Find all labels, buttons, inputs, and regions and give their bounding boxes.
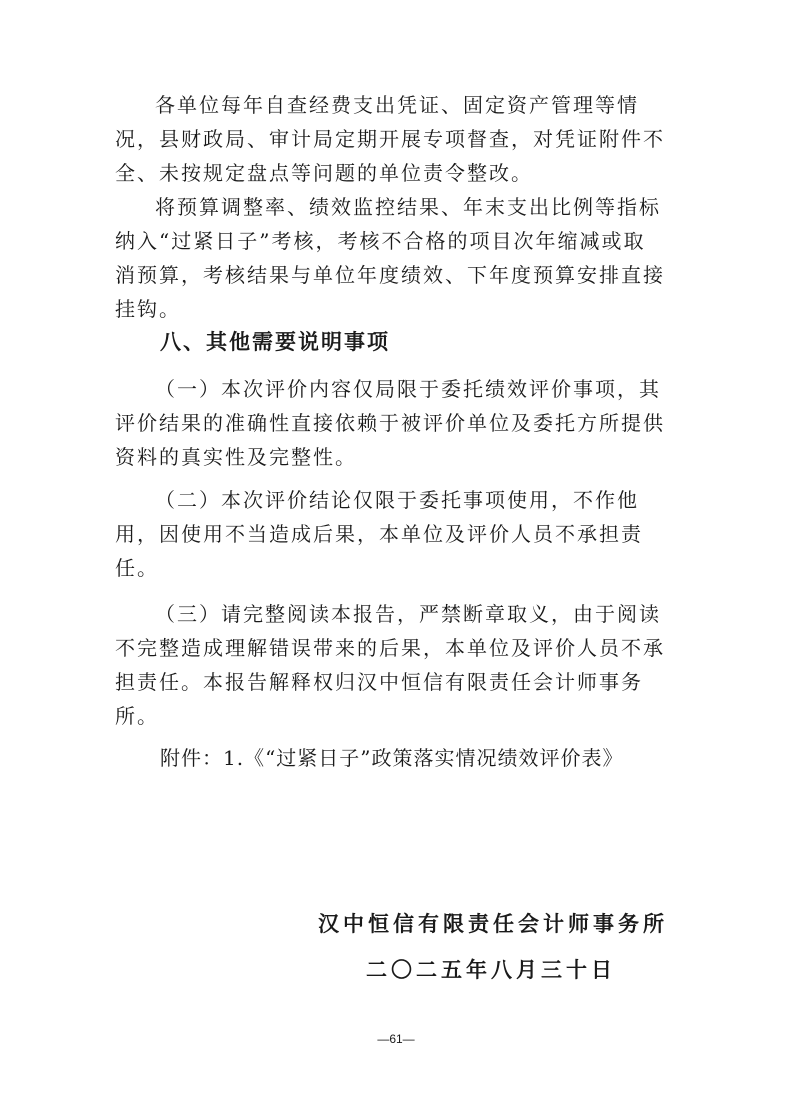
signature-organization: 汉中恒信有限责任会计师事务所	[318, 911, 668, 936]
note-three: （三）请完整阅读本报告，严禁断章取义，由于阅读不完整造成理解错误带来的后果，本单位及评价人员不承担责任。本报告解释权归汉中恒信有限责任会计师事务所。	[115, 602, 665, 728]
page-number: —61—	[377, 1032, 415, 1046]
paragraph-assessment: 将预算调整率、绩效监控结果、年末支出比例等指标纳入“过紧日子”考核，考核不合格的项目次年缩减或取消预算，考核结果与单位年度绩效、下年度预算安排直接挂钩。	[115, 195, 665, 321]
paragraph-self-inspection: 各单位每年自查经费支出凭证、固定资产管理等情况，县财政局、审计局定期开展专项督查，对凭证附件不全、未按规定盘点等问题的单位责令整改。	[115, 93, 665, 185]
section-heading: 八、其他需要说明事项	[160, 330, 390, 354]
attachment-line: 附件：1.《“过紧日子”政策落实情况绩效评价表》	[160, 746, 624, 770]
signature-date: 二〇二五年八月三十日	[366, 957, 616, 982]
note-two: （二）本次评价结论仅限于委托事项使用，不作他用，因使用不当造成后果，本单位及评价人员不承担责任。	[115, 488, 643, 580]
note-one: （一）本次评价内容仅局限于委托绩效评价事项，其评价结果的准确性直接依赖于被评价单位及委托方所提供资料的真实性及完整性。	[115, 377, 665, 469]
